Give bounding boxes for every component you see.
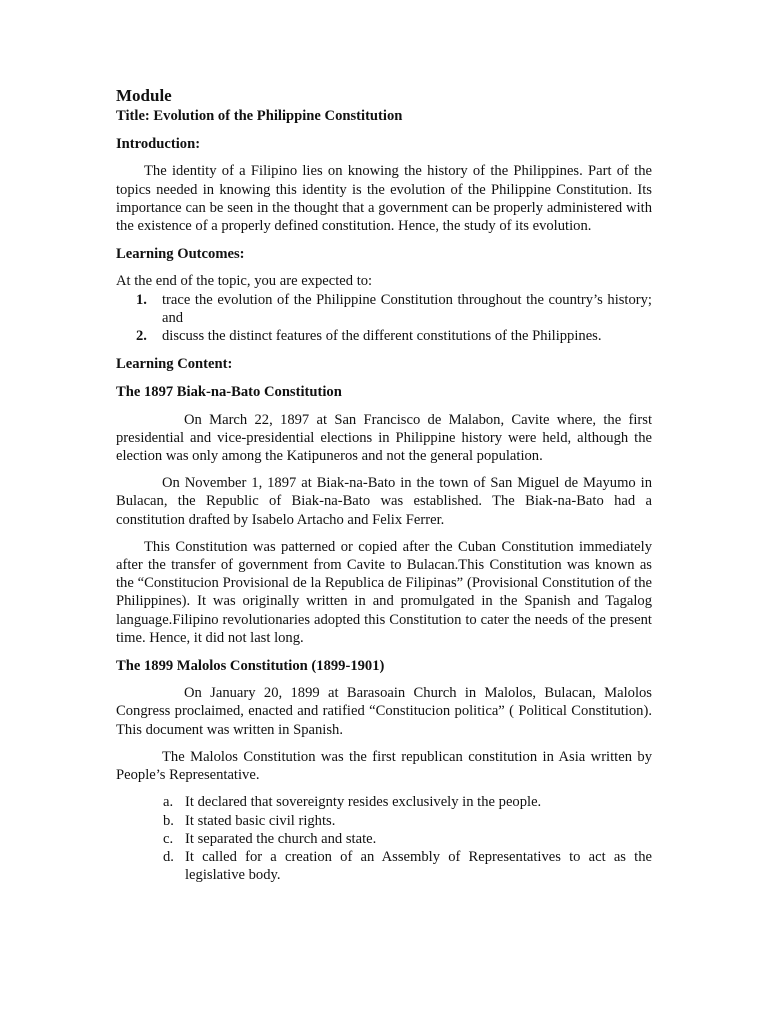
biak-na-bato-paragraph: On March 22, 1897 at San Francisco de Malabon, Cavite where, the first presidential and vice-presidential elections in Philippine history were held, although the election was only among the Katipuneros and not the general population. — [116, 411, 652, 465]
introduction-paragraph: The identity of a Filipino lies on knowing the history of the Philippines. Part of the topics needed in knowing this identity is the evolution of the Philippine Constitution. Its importance can be seen in the thought that a government can be properly administered with the existence of a properly defined constitution. Hence, the study of its evolution. — [116, 163, 652, 235]
list-marker: c. — [163, 830, 174, 847]
list-item-text: It separated the church and state. — [185, 830, 377, 847]
module-label: Module — [116, 86, 172, 105]
list-item — [163, 812, 652, 830]
list-item — [163, 793, 652, 811]
learning-outcomes-heading: Learning Outcomes: — [116, 246, 245, 263]
list-item-text: trace the evolution of the Philippine Constitution throughout the country’s history; and — [162, 291, 652, 326]
malolos-paragraph: The Malolos Constitution was the first republican constitution in Asia written by People’s Representative. — [116, 748, 652, 784]
list-marker: d. — [163, 848, 174, 865]
introduction-heading: Introduction: — [116, 136, 201, 153]
biak-na-bato-paragraph: This Constitution was patterned or copied after the Cuban Constitution immediately after the transfer of government from Cavite to Bulacan.This Constitution was known as the “Constitucion Provisional de la Republica de Filipinas” (Provisional Constitution of the Philippines). It was originally written in and promulgated in the Spanish and Tagalog language.Filipino revolutionaries adopted this Constitution to cater the needs of the present time. Hence, it did not last long. — [116, 538, 652, 646]
list-marker: b. — [163, 812, 174, 829]
list-item — [163, 848, 652, 884]
list-marker: a. — [163, 794, 174, 811]
list-item — [136, 327, 652, 345]
list-item-text: It stated basic civil rights. — [185, 812, 336, 829]
learning-outcomes-lead: At the end of the topic, you are expected to: — [116, 273, 373, 290]
list-item — [163, 830, 652, 848]
list-marker: 2. — [136, 328, 147, 345]
biak-na-bato-heading: The 1897 Biak-na-Bato Constitution — [116, 384, 342, 401]
document-title: Title: Evolution of the Philippine Constitution — [116, 108, 403, 124]
list-marker: 1. — [136, 291, 147, 308]
learning-outcomes-list — [116, 291, 652, 346]
document-content — [116, 86, 652, 884]
learning-content-heading: Learning Content: — [116, 356, 233, 373]
list-item-text: It called for a creation of an Assembly of Representatives to act as the legislative body. — [185, 848, 652, 884]
list-item — [136, 291, 652, 327]
list-item-text: It declared that sovereignty resides exclusively in the people. — [185, 794, 542, 811]
biak-na-bato-paragraph: On November 1, 1897 at Biak-na-Bato in the town of San Miguel de Mayumo in Bulacan, the Republic of Biak-na-Bato was established. The Biak-na-Bato had a constitution drafted by Isabelo Artacho and Felix Ferrer. — [116, 475, 652, 528]
malolos-heading: The 1899 Malolos Constitution (1899-1901) — [116, 658, 385, 675]
malolos-paragraph: On January 20, 1899 at Barasoain Church in Malolos, Bulacan, Malolos Congress proclaimed, enacted and ratified “Constitucion politica” ( Political Constitution). This document was written in Spanish. — [116, 685, 652, 738]
malolos-features-list — [116, 793, 652, 884]
list-item-text: discuss the distinct features of the different constitutions of the Philippines. — [162, 328, 602, 345]
